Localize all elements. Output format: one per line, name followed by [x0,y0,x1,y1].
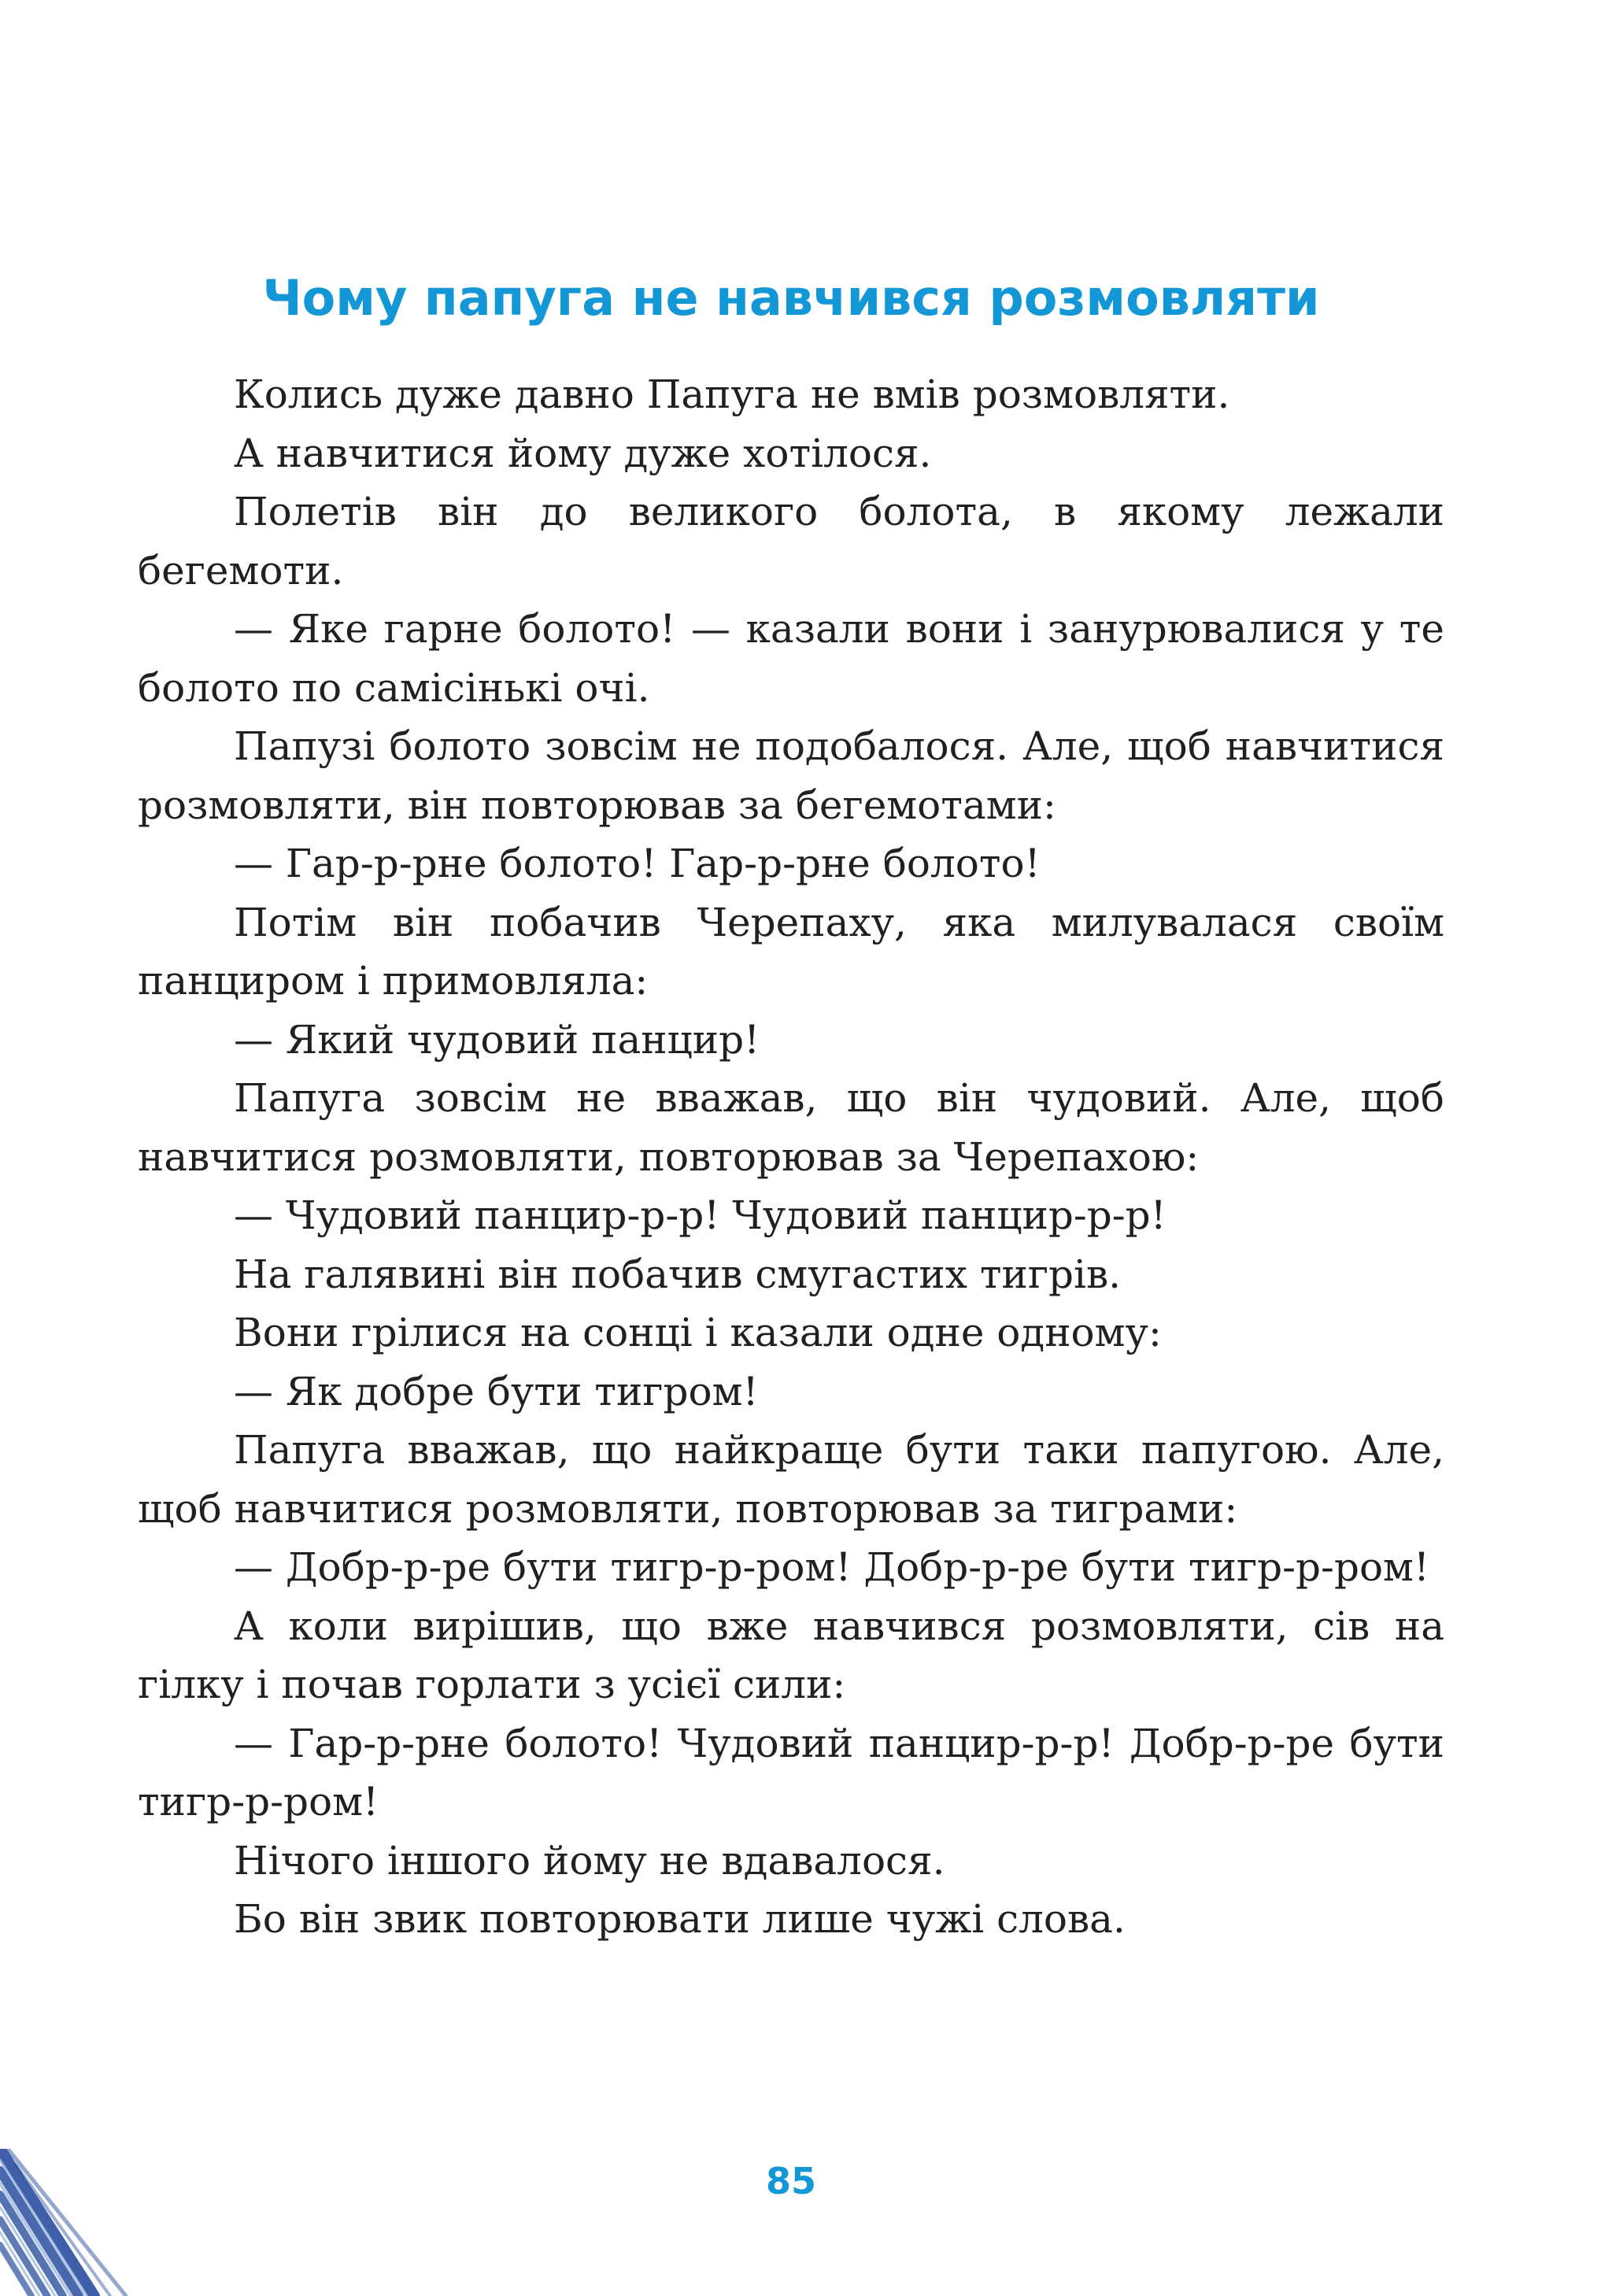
paragraph: — Яке гарне болото! — казали вони і занурювалися у те болото по самісінькі очі. [138,606,1444,711]
story-text [138,365,1444,1949]
paragraph: На галявині він побачив смугастих тигрів. [234,1251,1122,1297]
paragraph: А коли вирішив, що вже навчився розмовляти, сів на гілку і почав горлати з усієї сили: [138,1603,1444,1707]
paragraph: — Добр-р-ре бути тигр-р-ром! Добр-р-ре бути тигр-р-ром! [234,1544,1430,1590]
paragraph: — Чудовий панцир-р-р! Чудовий панцир-р-р! [234,1192,1166,1238]
paragraph: Нічого іншого йому не вдавалося. [234,1837,945,1884]
paragraph: — Гар-р-рне болото! Гар-р-рне болото! [234,841,1041,886]
paragraph: — Як добре бути тигром! [234,1368,759,1414]
paragraph: Потім він побачив Черепаху, яка милувалася своїм панциром і примовляла: [138,899,1444,1004]
paragraph: Папуга зовсім не вважав, що він чудовий. Але, щоб навчитися розмовляти, повторював за Черепахою: [138,1075,1444,1180]
brush-stroke-decoration [0,2149,157,2296]
story-title: Чому папуга не навчився розмовляти [262,268,1320,327]
paragraph: Бо він звик повторювати лише чужі слова. [234,1896,1126,1942]
paragraph: Колись дуже давно Папуга не вмів розмовляти. [234,372,1230,417]
paragraph: Вони грілися на сонці і казали одне одному: [234,1310,1162,1355]
paragraph: Папузі болото зовсім не подобалося. Але, щоб навчитися розмовляти, він повторював за бегемотами: [138,723,1444,828]
paragraph: — Гар-р-рне болото! Чудовий панцир-р-р! Добр-р-ре бути тигр-р-ром! [138,1720,1444,1825]
paragraph: Полетів він до великого болота, в якому лежали бегемоти. [138,489,1444,593]
paragraph: Папуга вважав, що найкраще бути таки папугою. Але, щоб навчитися розмовляти, повторював за тиграми: [138,1427,1444,1532]
paragraph: — Який чудовий панцир! [234,1016,760,1063]
page-number: 85 [765,2160,816,2202]
paragraph: А навчитися йому дуже хотілося. [234,430,932,476]
